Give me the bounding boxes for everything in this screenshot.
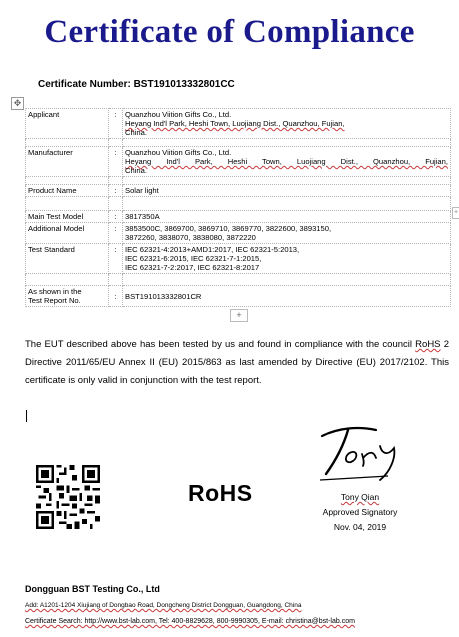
main-model-value[interactable]: 3817350A [123, 211, 451, 223]
text-cursor [26, 410, 27, 422]
company-address: Add: A1201-1204 Xiujiang of Dongbao Road, Dongcheng District Dongguan, Guangdong, China [25, 602, 302, 609]
test-standard-line: IEC 62321-4:2013+AMD1:2017, IEC 62321-5:2013, [125, 245, 300, 254]
test-standard-label: Test Standard [26, 244, 109, 274]
add-row-icon[interactable]: + [230, 309, 248, 322]
certificate-number: Certificate Number: BST191013332801CC [38, 79, 235, 90]
rohs-logo: RoHS [188, 480, 253, 506]
manufacturer-value[interactable] [123, 147, 451, 177]
separator: : [109, 211, 123, 223]
table-move-icon[interactable]: ✥ [11, 97, 24, 110]
additional-model-label: Additional Model [26, 223, 109, 244]
applicant-name: Quanzhou Viition Gifts Co., Ltd. [125, 110, 232, 119]
signatory-block [310, 490, 410, 535]
manufacturer-country: China. [125, 166, 147, 175]
separator: : [109, 286, 123, 307]
additional-model-line: 3872260, 3838070, 3838080, 3872220 [125, 233, 256, 242]
manufacturer-name: Quanzhou Viition Gifts Co., Ltd. [125, 148, 232, 157]
product-name-label: Product Name [26, 185, 109, 197]
certificate-title: Certificate of Compliance [44, 14, 415, 50]
test-report-label [26, 286, 109, 307]
spacer-row [26, 197, 451, 211]
test-report-label-line: As shown in the [28, 287, 82, 296]
statement-text-end: 2 Directive 2011/65/EU Annex II (EU) 2015/863 as last amended by Directive (EU) 2017/2102. This certificate is only valid in conjunction with the test report. [25, 339, 449, 386]
add-column-icon[interactable]: + [452, 207, 459, 219]
signature-image [318, 424, 414, 486]
manufacturer-address: Heyang Ind'l Park, Heshi Town, Luojiang Dist., Quanzhou, Fujian, [125, 157, 448, 166]
signatory-name: Tony Qian [340, 492, 380, 502]
separator: : [109, 147, 123, 177]
test-standard-line: IEC 62321-6:2015, IEC 62321-7-1:2015, [125, 254, 262, 263]
applicant-country: China. [125, 128, 147, 137]
signatory-role: Approved Signatory [322, 507, 398, 517]
statement-rohs: RoHS [415, 339, 441, 350]
statement-text: The EUT described above has been tested by us and found in compliance with the council [25, 339, 416, 350]
spacer-row [26, 177, 451, 185]
additional-model-line: 3853500C, 3869700, 3869710, 3869770, 3822600, 3893150, [125, 224, 332, 233]
row-manufacturer [26, 147, 451, 177]
signatory-date: Nov. 04, 2019 [333, 522, 387, 532]
applicant-value[interactable] [123, 109, 451, 139]
test-standard-line: IEC 62321-7-2:2017, IEC 62321-8:2017 [125, 263, 260, 272]
row-test-standard [26, 244, 451, 274]
main-model-label: Main Test Model [26, 211, 109, 223]
separator: : [109, 244, 123, 274]
separator: : [109, 185, 123, 197]
test-report-label-line: Test Report No. [28, 296, 81, 305]
row-product-name [26, 185, 451, 197]
certificate-search: Certificate Search: http://www.bst-lab.com, Tel: 400-8829628, 800-9990305, E-mail: christina@bst-lab.com [25, 618, 355, 625]
spacer-row [26, 139, 451, 147]
row-applicant [26, 109, 451, 139]
test-report-value[interactable]: BST191013332801CR [123, 286, 451, 307]
company-name: Dongguan BST Testing Co., Ltd [25, 584, 160, 594]
product-name-value[interactable]: Solar light [123, 185, 451, 197]
compliance-statement [25, 336, 449, 390]
manufacturer-label: Manufacturer [26, 147, 109, 177]
test-standard-value[interactable] [123, 244, 451, 274]
row-test-report [26, 286, 451, 307]
separator: : [109, 109, 123, 139]
row-additional-model [26, 223, 451, 244]
certificate-details-table [25, 108, 451, 307]
separator: : [109, 223, 123, 244]
applicant-address: Heyang Ind'l Park, Heshi Town, Luojiang Dist., Quanzhou, Fujian, [125, 119, 345, 128]
spacer-row [26, 274, 451, 286]
additional-model-value[interactable] [123, 223, 451, 244]
applicant-label: Applicant [26, 109, 109, 139]
qr-code [36, 465, 100, 529]
row-main-model [26, 211, 451, 223]
